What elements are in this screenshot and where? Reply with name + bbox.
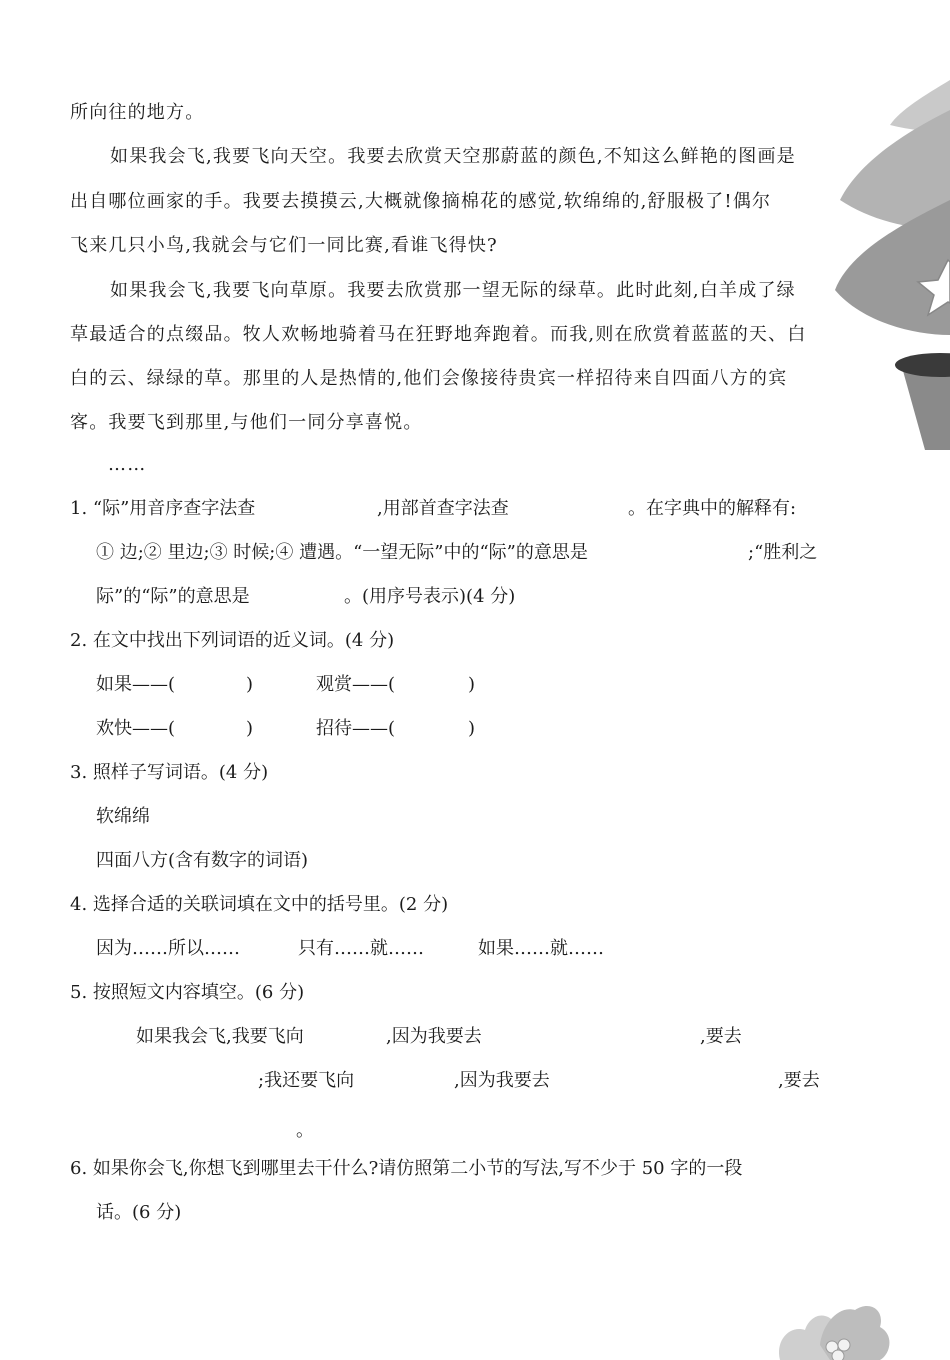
tree-pot-rim — [895, 353, 950, 377]
fill-in-text: 。 — [296, 1120, 314, 1141]
question-1-text: ① 边;② 里边;③ 时候;④ 遭遇。“一望无际”中的“际”的意思是 — [96, 542, 588, 563]
holly-leaves-decoration — [760, 1285, 910, 1360]
fill-in-text: 如果我会飞,我要飞向 — [136, 1026, 304, 1047]
passage-line: 客。我要飞到那里,与他们一同分享喜悦。 — [70, 412, 423, 433]
question-6-text: 话。(6 分) — [96, 1202, 182, 1223]
example-word: 软绵绵 — [96, 806, 150, 827]
question-1-text: 。在字典中的解释有: — [628, 498, 797, 519]
conjunction-option: 如果……就…… — [478, 938, 604, 959]
synonym-prompt: 欢快——( — [96, 718, 176, 739]
conjunction-option: 只有……就…… — [298, 938, 424, 959]
fill-in-text: ,因为我要去 — [386, 1026, 482, 1047]
passage-line: 草最适合的点缀品。牧人欢畅地骑着马在狂野地奔跑着。而我,则在欣赏着蓝蓝的天、白 — [70, 324, 807, 345]
question-5-title: 5. 按照短文内容填空。(6 分) — [70, 982, 305, 1003]
passage-line: 白的云、绿绿的草。那里的人是热情的,他们会像接待贵宾一样招待来自四面八方的宾 — [70, 368, 788, 389]
question-2-title: 2. 在文中找出下列词语的近义词。(4 分) — [70, 630, 395, 651]
fill-in-text: ;我还要飞向 — [258, 1070, 355, 1091]
answer-paren-close: ) — [468, 718, 476, 739]
answer-paren-close: ) — [246, 674, 254, 695]
holly-berry-icon — [838, 1339, 850, 1351]
fill-in-text: ,要去 — [700, 1026, 742, 1047]
conjunction-option: 因为……所以…… — [96, 938, 240, 959]
answer-paren-close: ) — [468, 674, 476, 695]
passage-line: 如果我会飞,我要飞向天空。我要去欣赏天空那蔚蓝的颜色,不知这么鲜艳的图画是 — [110, 146, 796, 167]
answer-paren-close: ) — [246, 718, 254, 739]
question-4-title: 4. 选择合适的关联词填在文中的括号里。(2 分) — [70, 894, 449, 915]
synonym-prompt: 如果——( — [96, 674, 176, 695]
passage-line: 所向往的地方。 — [70, 102, 205, 123]
passage-line: 飞来几只小鸟,我就会与它们一同比赛,看谁飞得快? — [70, 235, 498, 256]
question-1-text: ,用部首查字法查 — [377, 498, 509, 519]
fill-in-text: ,因为我要去 — [454, 1070, 550, 1091]
christmas-tree-decoration — [830, 50, 950, 450]
passage-line: 如果我会飞,我要飞向草原。我要去欣赏那一望无际的绿草。此时此刻,白羊成了绿 — [110, 280, 796, 301]
question-1-text: ;“胜利之 — [748, 542, 818, 563]
example-word: 四面八方(含有数字的词语) — [96, 850, 309, 871]
synonym-prompt: 观赏——( — [316, 674, 396, 695]
holly-berry-icon — [832, 1350, 844, 1360]
question-1-text: 。(用序号表示)(4 分) — [344, 586, 516, 607]
question-6-text: 6. 如果你会飞,你想飞到哪里去干什么?请仿照第二小节的写法,写不少于 50 字的一段 — [70, 1158, 743, 1179]
passage-ellipsis: …… — [108, 454, 147, 475]
question-3-title: 3. 照样子写词语。(4 分) — [70, 762, 269, 783]
fill-in-text: ,要去 — [778, 1070, 820, 1091]
question-1-text: 1. “际”用音序查字法查 — [70, 498, 256, 519]
passage-line: 出自哪位画家的手。我要去摸摸云,大概就像摘棉花的感觉,软绵绵的,舒服极了!偶尔 — [70, 191, 772, 212]
synonym-prompt: 招待——( — [316, 718, 396, 739]
question-1-text: 际”的“际”的意思是 — [96, 586, 250, 607]
